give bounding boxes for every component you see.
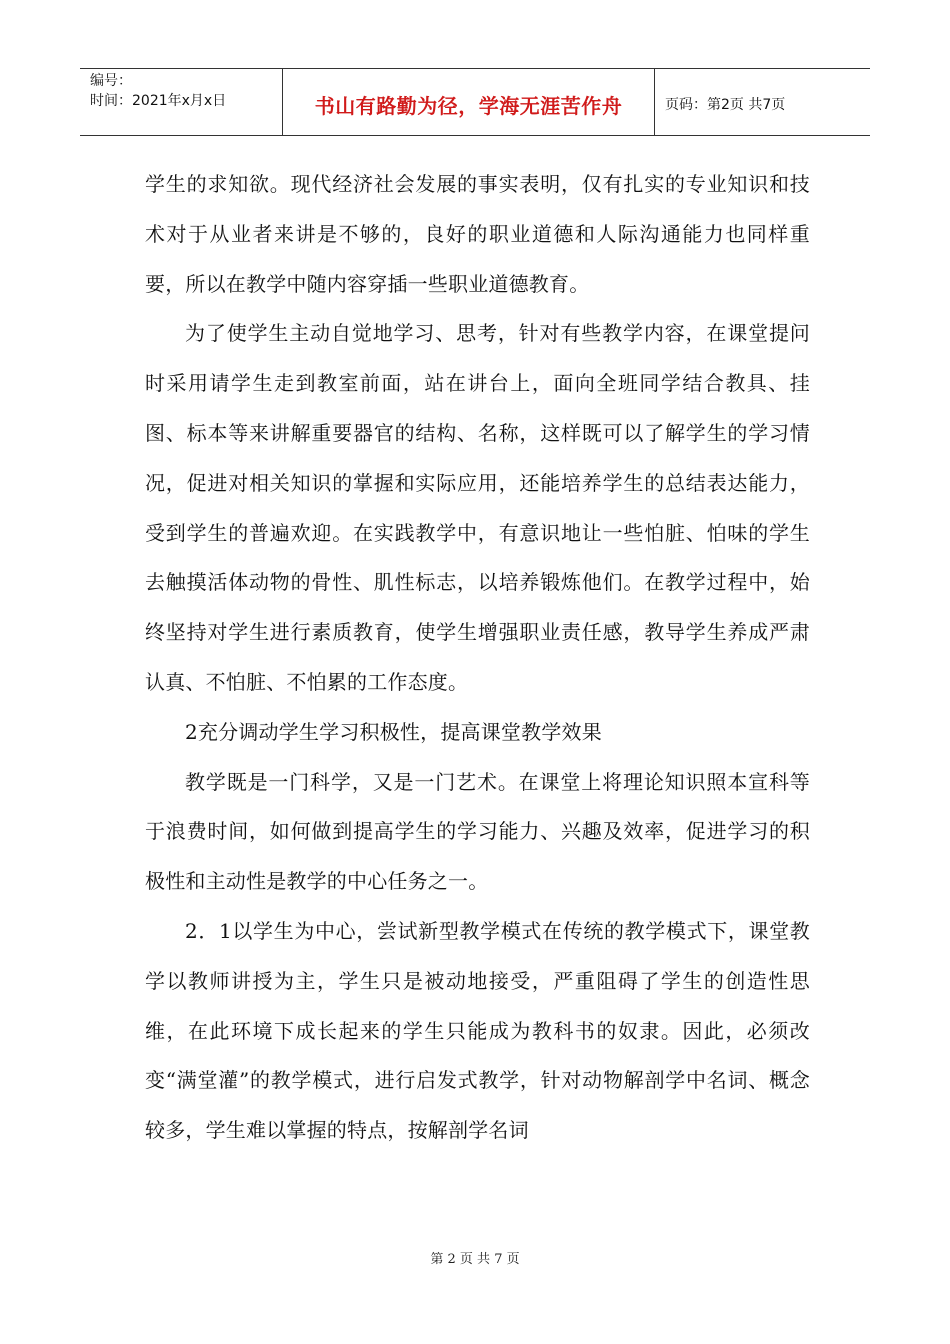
header-page-info: 页码：第2页 共7页: [665, 97, 786, 113]
document-time-label: 时间：2021年x月x日: [90, 93, 227, 109]
section-heading: 2充分调动学生学习积极性，提高课堂教学效果: [185, 719, 602, 744]
document-body: [145, 160, 810, 1156]
paragraph: 教学既是一门科学，又是一门艺术。在课堂上将理论知识照本宣科等于浪费时间，如何做到提高学生的学习能力、兴趣及效率，促进学习的积极性和主动性是教学的中心任务之一。: [145, 769, 810, 894]
page-footer: 第 2 页 共 7 页: [430, 1252, 520, 1267]
paragraph: 为了使学生主动自觉地学习、思考，针对有些教学内容，在课堂提问时采用请学生走到教室前面，站在讲台上，面向全班同学结合教具、挂图、标本等来讲解重要器官的结构、名称，这样既可以了解学生的学习情况，促进对相关知识的掌握和实际应用，还能培养学生的总结表达能力，受到学生的普遍欢迎。在实践教学中，有意识地让一些怕脏、怕味的学生去触摸活体动物的骨性、肌性标志，以培养锻炼他们。在教学过程中，始终坚持对学生进行素质教育，使学生增强职业责任感，教导学生养成严肃认真、不怕脏、不怕累的工作态度。: [145, 321, 810, 694]
paragraph-continued: 学生的求知欲。现代经济社会发展的事实表明，仅有扎实的专业知识和技术对于从业者来讲是不够的，良好的职业道德和人际沟通能力也同样重要，所以在教学中随内容穿插一些职业道德教育。: [145, 172, 810, 296]
header-meta: [80, 69, 283, 135]
header-motto-cell: [283, 69, 655, 135]
header-motto: 书山有路勤为径，学海无涯苦作舟: [314, 93, 623, 118]
page-header: [80, 68, 870, 136]
paragraph: 2．1以学生为中心，尝试新型教学模式在传统的教学模式下，课堂教学以教师讲授为主，学生只是被动地接受，严重阻碍了学生的创造性思维，在此环境下成长起来的学生只能成为教科书的奴隶。因此，必须改变“满堂灌”的教学模式，进行启发式教学，针对动物解剖学中名词、概念较多，学生难以掌握的特点，按解剖学名词: [145, 918, 810, 1143]
document-number-label: 编号：: [90, 73, 132, 89]
header-page-info-cell: [655, 69, 870, 135]
